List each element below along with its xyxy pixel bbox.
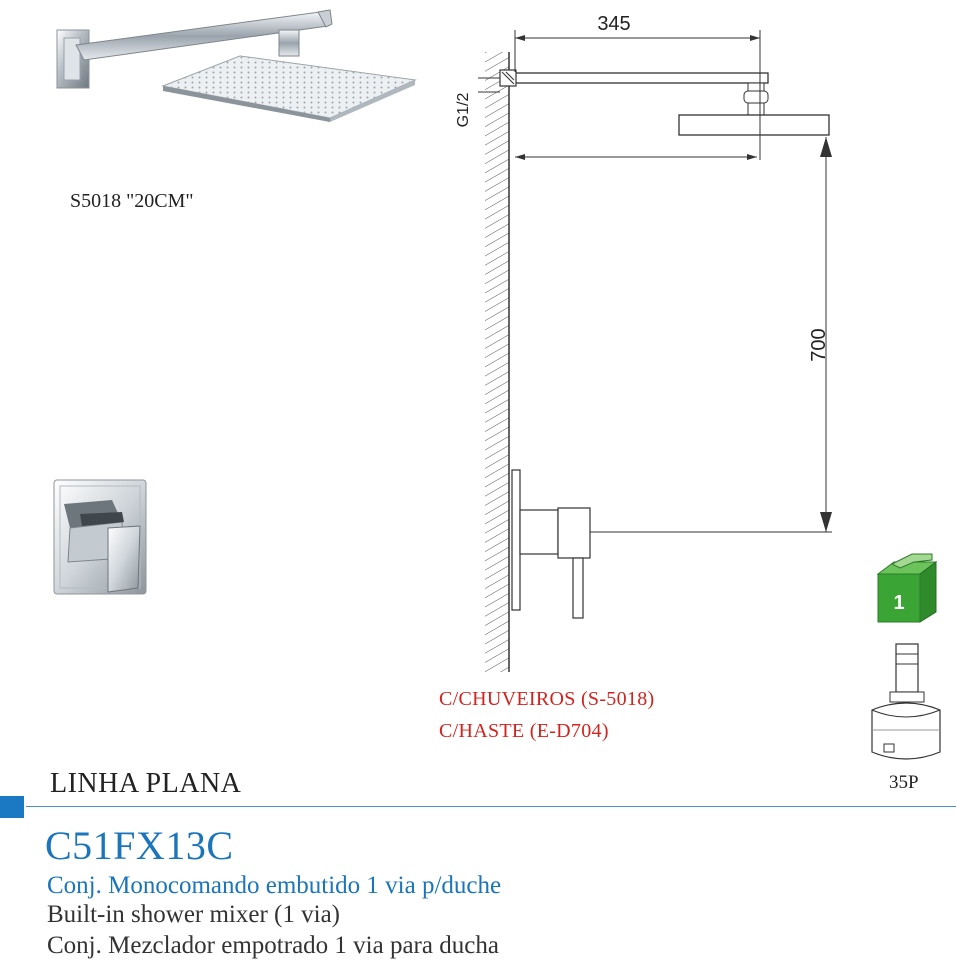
product-line: LINHA PLANA [50,768,242,799]
divider-rule [26,806,956,807]
description-es: Conj. Mezclador empotrado 1 via para ducha [47,932,499,959]
dim-345-label: 345 [597,13,631,35]
note-rod: C/HASTE (E-D704) [439,720,609,742]
cartridge-image [864,640,948,772]
cartridge-label: 35P [889,772,919,793]
note-shower-head: C/CHUVEIROS (S-5018) [439,688,655,710]
dim-700-label: 700 [808,328,830,362]
badge-number: 1 [893,592,905,614]
arm-outline [510,73,768,83]
description-pt: Conj. Monocomando embutido 1 via p/duche [47,872,502,899]
mixer-plate [512,470,520,610]
shower-head-model-label: S5018 "20CM" [70,190,194,212]
accent-square [0,796,24,818]
one-way-badge-icon [872,552,944,624]
description-en: Built-in shower mixer (1 via) [47,901,340,928]
product-code: C51FX13C [45,823,234,868]
head-outline [679,115,829,135]
wall-hatch [485,52,509,672]
thread-label: G1/2 [455,92,472,128]
